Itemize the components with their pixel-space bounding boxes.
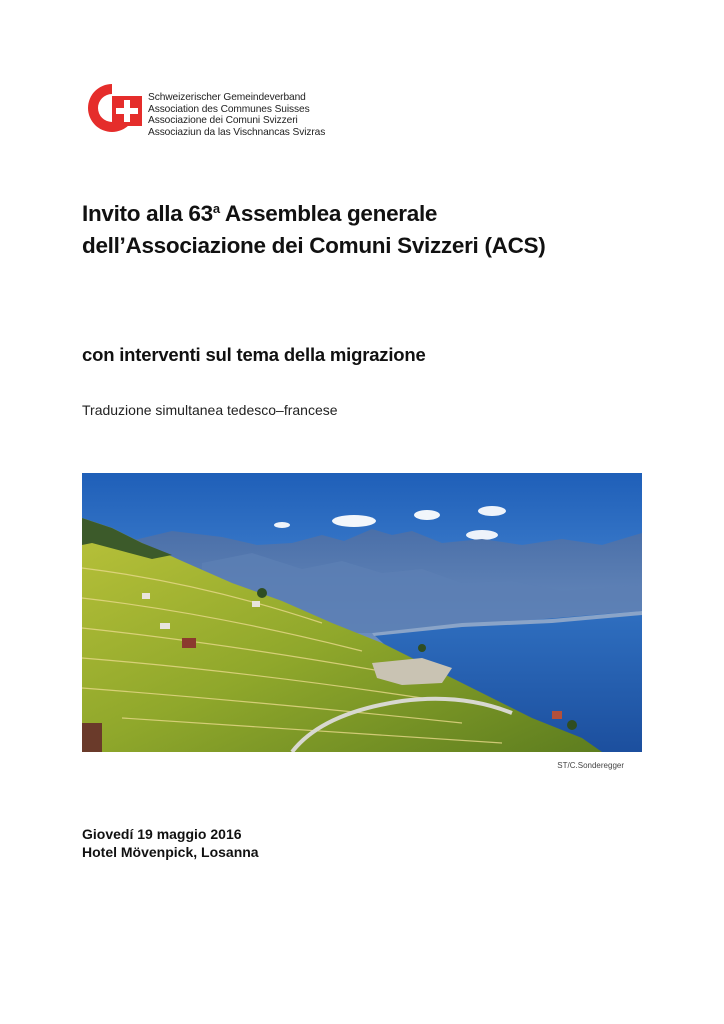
landscape-photo bbox=[82, 473, 642, 752]
title-line-1-suffix: Assemblea generale bbox=[219, 201, 438, 226]
title-line-1 bbox=[82, 199, 545, 231]
subtitle: con interventi sul tema della migrazione bbox=[82, 344, 426, 365]
title-ordinal-superscript: a bbox=[212, 201, 220, 216]
event-venue: Hotel Mövenpick, Losanna bbox=[82, 843, 259, 860]
title-line-1-prefix: Invito alla 63 bbox=[82, 201, 213, 226]
title-line-2: dell’Associazione dei Comuni Svizzeri (ACS) bbox=[82, 233, 546, 258]
event-date: Giovedí 19 maggio 2016 bbox=[82, 826, 242, 842]
event-details bbox=[82, 826, 259, 861]
logo-line-de: Schweizerischer Gemeindeverband bbox=[148, 92, 306, 103]
logo-line-it: Associazione dei Comuni Svizzeri bbox=[148, 115, 298, 126]
vineyard-lake-photo-icon bbox=[82, 473, 642, 752]
translation-note: Traduzione simultanea tedesco–francese bbox=[82, 402, 338, 418]
swiss-cross-logo-icon bbox=[82, 78, 142, 138]
page-title bbox=[82, 199, 545, 260]
logo-line-rm: Associaziun da las Vischnancas Svizras bbox=[148, 126, 326, 138]
photo-credit: ST/C.Sonderegger bbox=[557, 761, 624, 770]
acs-logo bbox=[82, 78, 326, 140]
logo-line-fr: Association des Communes Suisses bbox=[148, 103, 310, 115]
logo-text bbox=[148, 92, 325, 138]
